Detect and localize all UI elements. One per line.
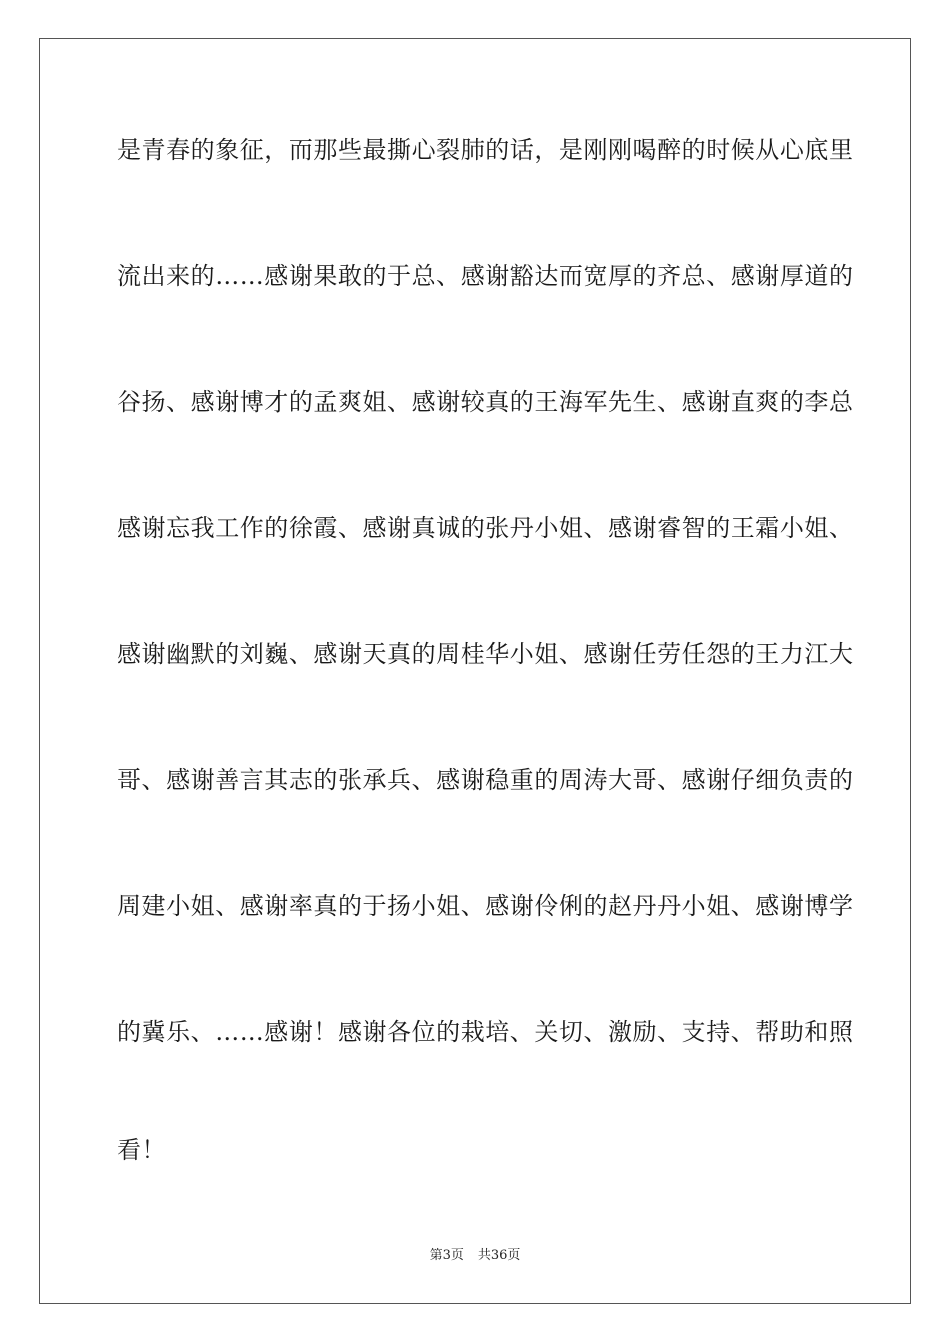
- page-number: 第3页: [429, 1248, 464, 1263]
- body-line-2: 流出来的……感谢果敢的于总、感谢豁达而宽厚的齐总、感谢厚道的: [117, 262, 854, 290]
- body-line-5: 感谢幽默的刘巍、感谢天真的周桂华小姐、感谢任劳任怨的王力江大: [117, 640, 854, 668]
- page-total: 共36页: [477, 1248, 521, 1263]
- body-line-3: 谷扬、感谢博才的孟爽姐、感谢较真的王海军先生、感谢直爽的李总: [117, 388, 854, 416]
- body-line-8: 的冀乐、……感谢！感谢各位的栽培、关切、激励、支持、帮助和照: [117, 1018, 854, 1046]
- body-line-9: 看！: [117, 1136, 167, 1164]
- body-line-7: 周建小姐、感谢率真的于扬小姐、感谢伶俐的赵丹丹小姐、感谢博学: [117, 892, 854, 920]
- page-footer: [0, 1248, 950, 1264]
- body-line-6: 哥、感谢善言其志的张承兵、感谢稳重的周涛大哥、感谢仔细负责的: [117, 766, 854, 794]
- body-line-4: 感谢忘我工作的徐霞、感谢真诚的张丹小姐、感谢睿智的王霜小姐、: [117, 514, 854, 542]
- page-border: [39, 38, 911, 1304]
- body-line-1: 是青春的象征，而那些最撕心裂肺的话，是刚刚喝醉的时候从心底里: [117, 136, 854, 164]
